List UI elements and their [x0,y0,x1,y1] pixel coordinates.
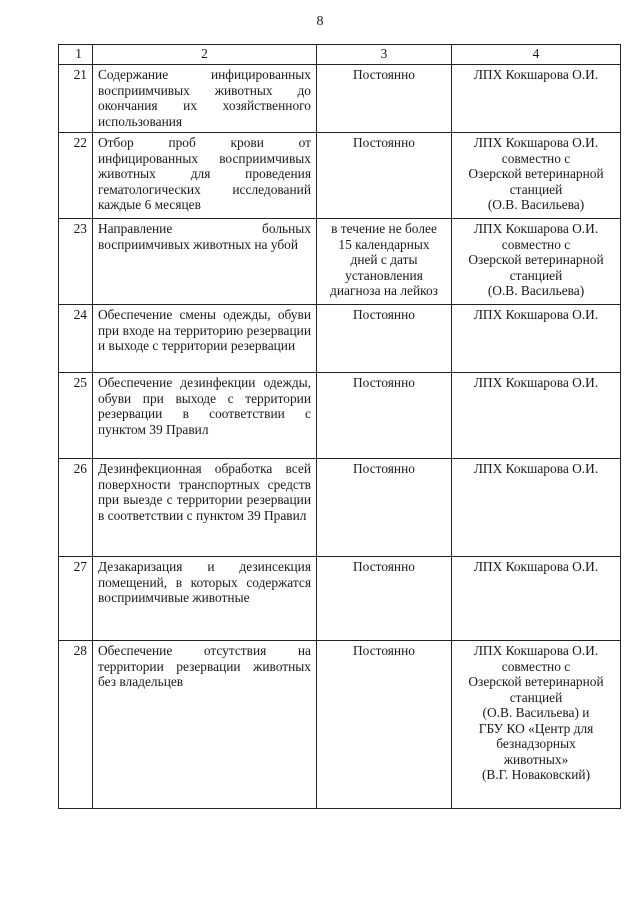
measure-description: Обеспечение отсутствия на территории резервации животных без владельцев [93,641,317,809]
responsible-line: ЛПХ Кокшарова О.И. [473,67,599,82]
table-row [59,373,621,459]
responsible-line: (О.В. Васильева) и [482,705,590,720]
term-line: дней с даты [350,252,418,267]
responsible-line: станцией [509,267,563,283]
responsible-party [452,219,621,305]
responsible-line: совместно с [501,658,571,674]
term-line: Постоянно [353,375,415,390]
header-col-2: 2 [93,45,317,65]
responsible-line: совместно с [501,150,571,166]
table-row [59,641,621,809]
responsible-party [452,459,621,557]
responsible-line: ЛПХ Кокшарова О.И. [473,221,599,236]
header-col-1: 1 [59,45,93,65]
measure-description: Отбор проб крови от инфицированных восприимчивых животных для проведения гематологических исследований каждые 6 месяцев [93,133,317,219]
measure-term [317,373,452,459]
responsible-party [452,305,621,373]
measure-description: Обеспечение смены одежды, обуви при входе на территорию резервации и выходе с территории резервации [93,305,317,373]
responsible-party [452,557,621,641]
row-number: 26 [59,459,93,557]
term-line: Постоянно [353,307,415,322]
table-row [59,459,621,557]
measure-term [317,641,452,809]
row-number: 28 [59,641,93,809]
term-line: установления [345,267,423,283]
term-line: в течение не более [331,221,437,236]
responsible-line: (О.В. Васильева) [487,283,585,298]
responsible-line: ЛПХ Кокшарова О.И. [473,375,599,390]
responsible-line: животных» [503,751,569,767]
row-number: 27 [59,557,93,641]
responsible-party [452,373,621,459]
measure-description: Дезакаризация и дезинсекция помещений, в которых содержатся восприимчивые животные [93,557,317,641]
responsible-line: Озерской ветеринарной [468,252,604,267]
row-number: 25 [59,373,93,459]
table-row [59,219,621,305]
measure-term [317,305,452,373]
row-number: 21 [59,65,93,133]
table-row [59,305,621,373]
table-header-row [59,45,621,65]
row-number: 22 [59,133,93,219]
responsible-line: ЛПХ Кокшарова О.И. [473,307,599,322]
responsible-line: Озерской ветеринарной [468,674,604,689]
measure-description: Направление больных восприимчивых животных на убой [93,219,317,305]
responsible-line: совместно с [501,236,571,252]
responsible-party [452,133,621,219]
measure-description: Обеспечение дезинфекции одежды, обуви при выходе с территории резервации в соответствии с пунктом 39 Правил [93,373,317,459]
row-number: 24 [59,305,93,373]
measure-term [317,557,452,641]
measure-term [317,65,452,133]
row-number: 23 [59,219,93,305]
responsible-line: ЛПХ Кокшарова О.И. [473,461,599,476]
responsible-line: станцией [509,689,563,705]
term-line: Постоянно [353,135,415,150]
term-line: 15 календарных [338,236,430,252]
responsible-line: ЛПХ Кокшарова О.И. [473,135,599,150]
term-line: диагноза на лейкоз [330,283,438,298]
responsible-line: безнадзорных [496,736,576,751]
measure-term [317,219,452,305]
header-col-4: 4 [452,45,621,65]
table-row [59,133,621,219]
responsible-line: (В.Г. Новаковский) [481,767,591,782]
responsible-line: ЛПХ Кокшарова О.И. [473,643,599,658]
measure-description: Дезинфекционная обработка всей поверхности транспортных средств при выезде с территории резервации в соответствии с пунктом 39 Правил [93,459,317,557]
table-row [59,65,621,133]
responsible-line: Озерской ветеринарной [468,166,604,181]
table-row [59,557,621,641]
responsible-line: ЛПХ Кокшарова О.И. [473,559,599,574]
term-line: Постоянно [353,643,415,658]
responsible-line: ГБУ КО «Центр для [478,720,594,736]
measure-term [317,133,452,219]
measure-description: Содержание инфицированных восприимчивых животных до окончания их хозяйственного использования [93,65,317,133]
responsible-line: станцией [509,181,563,197]
term-line: Постоянно [353,67,415,82]
term-line: Постоянно [353,461,415,476]
header-col-3: 3 [317,45,452,65]
measures-table [58,44,621,809]
measure-term [317,459,452,557]
term-line: Постоянно [353,559,415,574]
responsible-party [452,641,621,809]
page-number: 8 [316,14,324,29]
responsible-party [452,65,621,133]
responsible-line: (О.В. Васильева) [487,197,585,212]
